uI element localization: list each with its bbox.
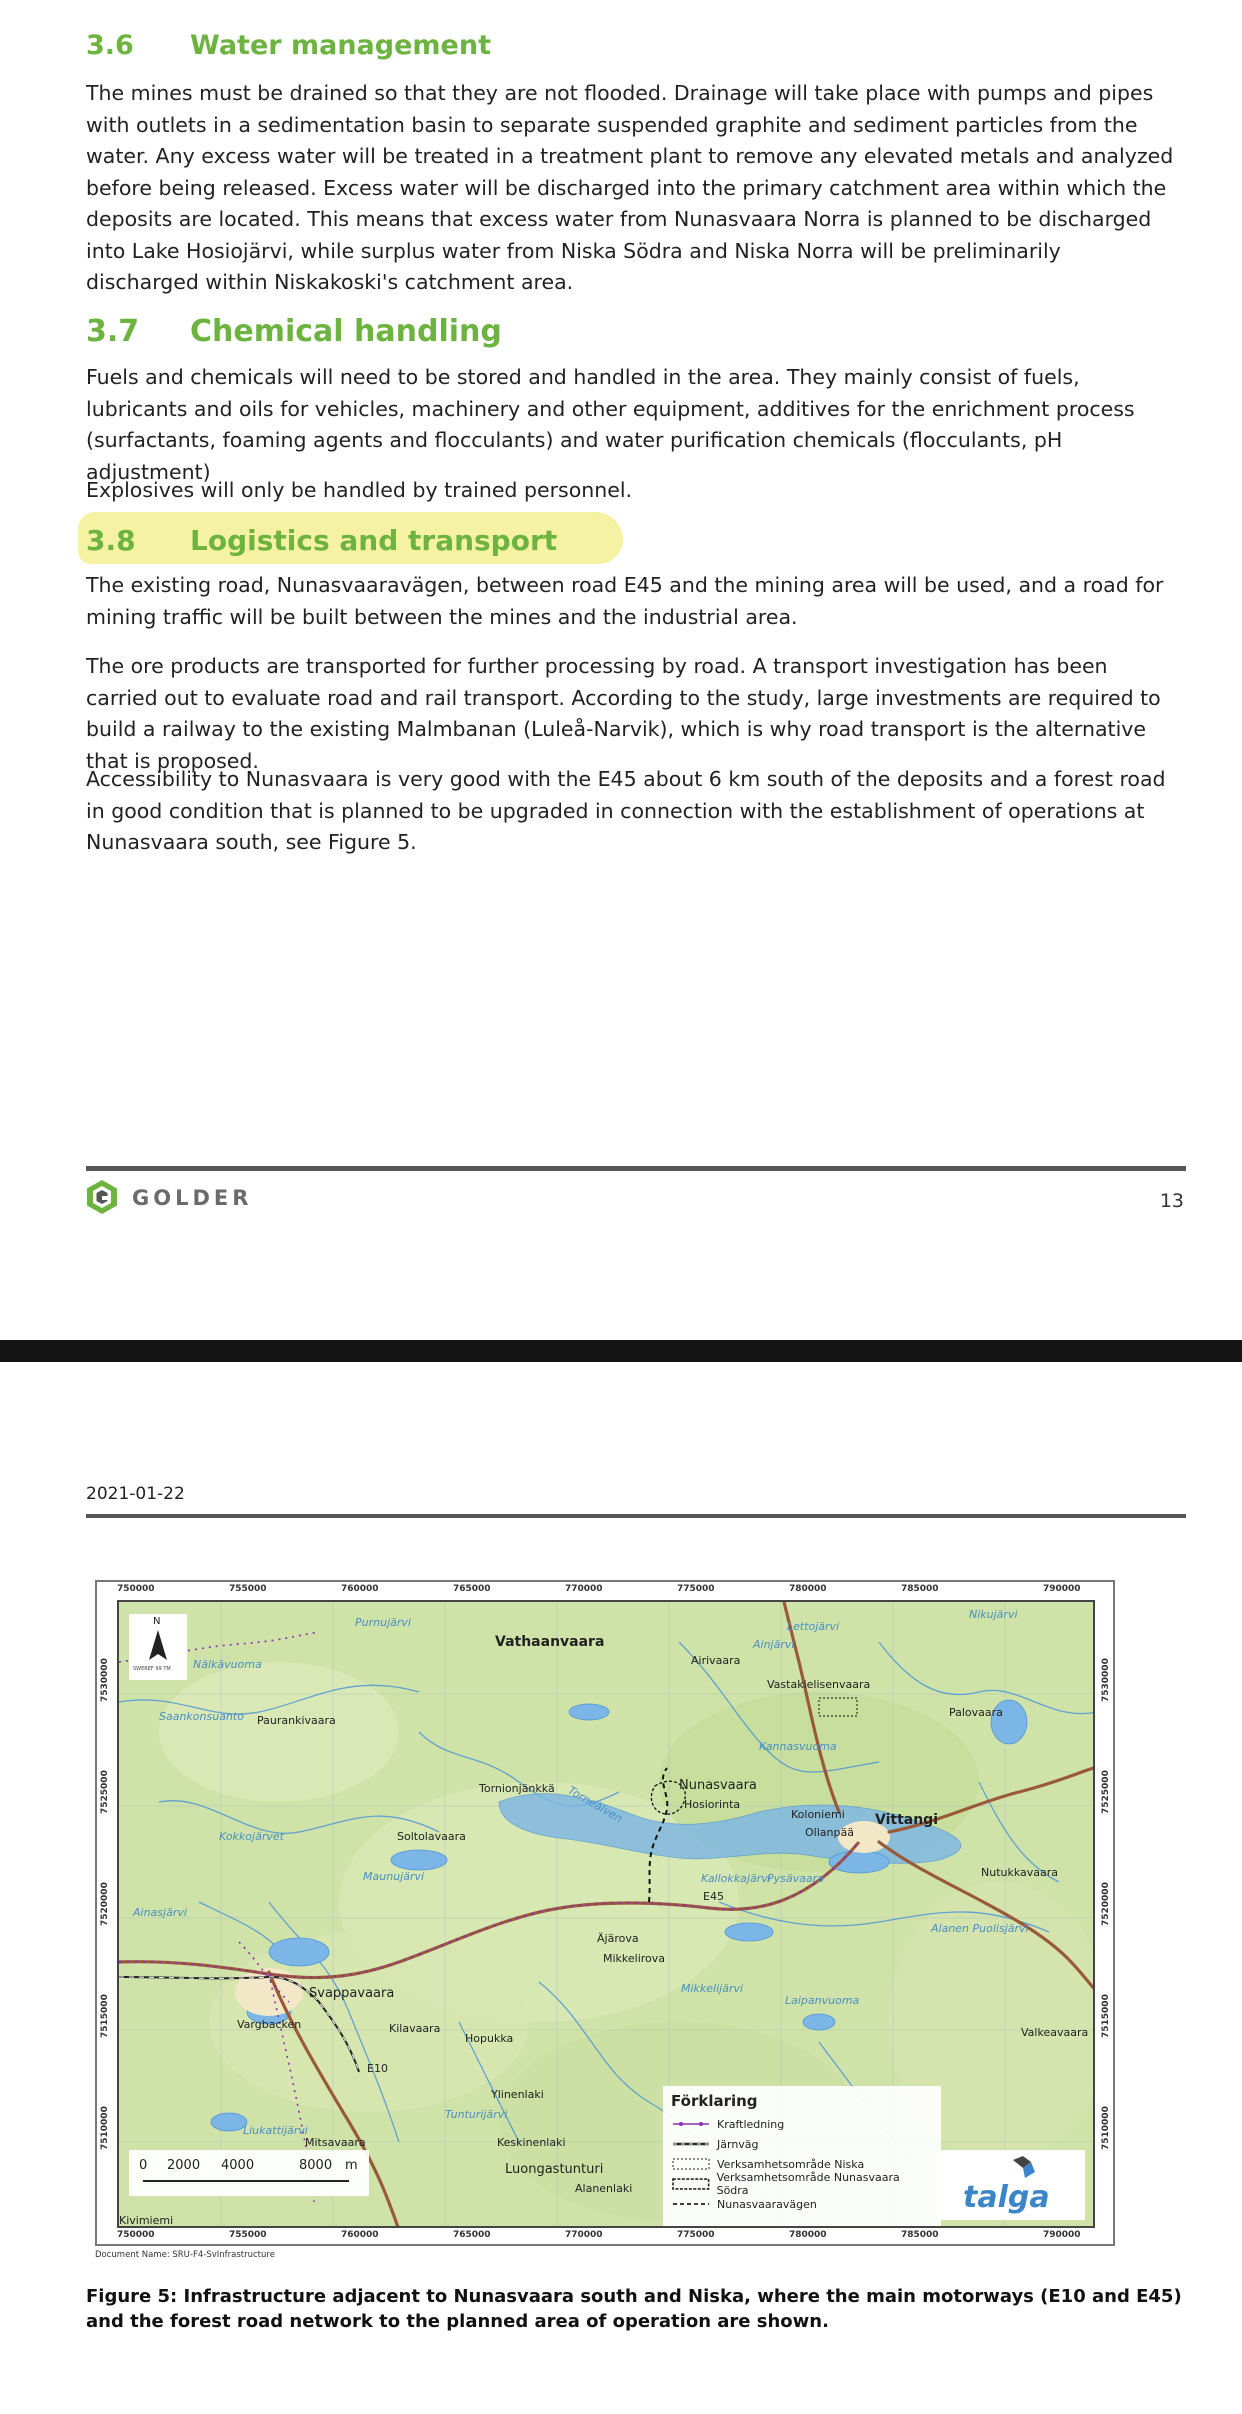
- section-heading-3-7: [86, 314, 502, 349]
- place-label: Airivaara: [691, 1654, 741, 1667]
- legend-item-powerline: [671, 2114, 933, 2134]
- legend-item-forest-road: [671, 2194, 933, 2214]
- section-number: 3.6: [86, 30, 134, 61]
- section-title: Logistics and transport: [190, 524, 558, 557]
- scale-label: 0: [139, 2158, 148, 2173]
- header-rule: [86, 1514, 1186, 1518]
- water-label: Alanen Puolisjärvi: [931, 1922, 1029, 1935]
- water-label: Kokkojärvet: [219, 1830, 284, 1843]
- x-tick: 780000: [789, 1584, 827, 1594]
- paragraph-logistics-2: The ore products are transported for further processing by road. A transport investigation has been carried out to evaluate road and rail transport. According to the study, large investments are required to build a railway to the existing Malmbanan (Luleå-Narvik), which is why road transport is the alternative that is proposed.: [86, 654, 1161, 773]
- place-label: Keskinenlaki: [497, 2136, 566, 2149]
- scale-label: 8000: [299, 2158, 333, 2173]
- water-label: Mikkelijärvi: [681, 1982, 744, 1995]
- water-label: Saankonsuanto: [159, 1710, 244, 1723]
- area-outline-symbol-icon: [671, 2177, 711, 2191]
- paragraph-chemical-handling: Fuels and chemicals will need to be stored and handled in the area. They mainly consist of fuels, lubricants and oils for vehicles, machinery and other equipment, additives for the enrichment process (surfactants, foaming agents and flocculants) and water purification chemicals (flocculants, pH adjustment): [86, 365, 1135, 484]
- water-label: Tunturijärvi: [445, 2108, 508, 2121]
- water-label: Lettojärvi: [787, 1620, 840, 1633]
- place-label: Paurankivaara: [257, 1714, 336, 1727]
- water-label: Ainasjärvi: [133, 1906, 187, 1919]
- x-tick: 765000: [453, 1584, 491, 1594]
- place-label: Äjärova: [597, 1932, 639, 1945]
- talga-logo-icon: [1009, 2154, 1039, 2182]
- place-label: Mikkelirova: [603, 1952, 666, 1965]
- map-canvas: [117, 1600, 1095, 2228]
- place-label: Valkeavaara: [1021, 2026, 1089, 2039]
- legend-label: Kraftledning: [717, 2117, 785, 2131]
- place-label: Vastakielisenvaara: [767, 1678, 871, 1691]
- place-label: Hopukka: [465, 2032, 514, 2045]
- x-tick: 790000: [1043, 1584, 1081, 1594]
- section-number: 3.8: [86, 524, 136, 557]
- place-label: Nunasvaara: [679, 1778, 757, 1793]
- place-label: Alanenlaki: [575, 2182, 633, 2195]
- area-outline-symbol-icon: [671, 2157, 711, 2171]
- place-label: Vathaanvaara: [495, 1634, 605, 1650]
- y-tick: 7525000: [1101, 1770, 1111, 1814]
- x-tick: 755000: [229, 2230, 267, 2240]
- page-divider: [0, 1340, 1242, 1362]
- paragraph-logistics-1: The existing road, Nunasvaaravägen, between road E45 and the mining area will be used, and a road for mining traffic will be built between the mines and the industrial area.: [86, 573, 1164, 629]
- scale-label: 2000: [167, 2158, 201, 2173]
- section-number: 3.7: [86, 314, 140, 349]
- golder-logo-text: GOLDER: [132, 1186, 253, 1210]
- place-label: Vargbacken: [237, 2018, 302, 2031]
- infrastructure-map-figure: [95, 1580, 1115, 2246]
- crs-label: SWEREF 99 TM: [133, 1666, 171, 1672]
- y-tick: 7515000: [100, 1994, 110, 2038]
- powerline-symbol-icon: [671, 2117, 711, 2131]
- legend-label: Järnväg: [717, 2137, 759, 2151]
- scale-bar: [129, 2150, 369, 2196]
- legend-item-nunasvaara-area: [671, 2171, 933, 2197]
- x-tick: 750000: [117, 2230, 155, 2240]
- dashed-road-symbol-icon: [671, 2197, 711, 2211]
- legend-title: Förklaring: [671, 2092, 758, 2110]
- y-tick: 7510000: [1101, 2106, 1111, 2150]
- railway-symbol-icon: [671, 2137, 711, 2151]
- section-title: Chemical handling: [190, 314, 502, 349]
- water-label: Maunujärvi: [363, 1870, 425, 1883]
- x-tick: 770000: [565, 2230, 603, 2240]
- place-label: Mitsavaara: [305, 2136, 366, 2149]
- section-heading-3-6: [86, 30, 491, 61]
- legend-label: Verksamhetsområde Niska: [717, 2157, 865, 2171]
- legend-item-railway: [671, 2134, 933, 2154]
- footer-rule: [86, 1166, 1186, 1171]
- talga-logo: [937, 2150, 1085, 2220]
- place-label: Ylinenlaki: [491, 2088, 544, 2101]
- document-name: Document Name: SRU-F4-SvInfrastructure: [95, 2250, 275, 2260]
- header-date: 2021-01-22: [86, 1484, 185, 1504]
- place-label: Soltolavaara: [397, 1830, 466, 1843]
- x-tick: 750000: [117, 1584, 155, 1594]
- y-tick: 7530000: [100, 1658, 110, 1702]
- page-number: 13: [1159, 1190, 1184, 1212]
- y-tick: 7520000: [1101, 1882, 1111, 1926]
- place-label: Hosiorinta: [684, 1798, 741, 1811]
- x-tick: 770000: [565, 1584, 603, 1594]
- north-label: N: [153, 1616, 161, 1627]
- paragraph-logistics-3: Accessibility to Nunasvaara is very good with the E45 about 6 km south of the deposits and a forest road in good condition that is planned to be upgraded in connection with the establishment of operations at Nunasvaara south, see Figure 5.: [86, 767, 1166, 854]
- water-label: Pysävaara: [767, 1872, 824, 1885]
- x-tick: 765000: [453, 2230, 491, 2240]
- paragraph-explosives: Explosives will only be handled by trained personnel.: [86, 478, 633, 502]
- x-tick: 785000: [901, 1584, 939, 1594]
- water-label: Kannasvuoma: [759, 1740, 837, 1753]
- water-label: Nikujärvi: [969, 1608, 1018, 1621]
- talga-logo-text: talga: [963, 2180, 1050, 2215]
- y-tick: 7530000: [1101, 1658, 1111, 1702]
- y-tick: 7510000: [100, 2106, 110, 2150]
- place-label: Kilavaara: [389, 2022, 441, 2035]
- y-tick: 7520000: [100, 1882, 110, 1926]
- section-title: Water management: [190, 30, 491, 61]
- water-label: Purnujärvi: [355, 1616, 411, 1629]
- water-label: Nälkävuoma: [193, 1658, 262, 1671]
- water-label: Liukattijärvi: [243, 2124, 308, 2137]
- place-label: Vittangi: [875, 1812, 939, 1828]
- golder-logo-icon: [84, 1179, 120, 1215]
- figure-caption: Figure 5: Infrastructure adjacent to Nunasvaara south and Niska, where the main motorways (E10 and E45) and the forest road network to the planned area of operation are shown.: [86, 2286, 1182, 2332]
- water-label: Ainjärvi: [753, 1638, 795, 1651]
- x-tick: 785000: [901, 2230, 939, 2240]
- scale-line: [143, 2180, 349, 2182]
- x-tick: 775000: [677, 2230, 715, 2240]
- scale-unit: m: [345, 2158, 358, 2173]
- scale-label: 4000: [221, 2158, 255, 2173]
- north-arrow: [129, 1614, 187, 1680]
- x-tick: 755000: [229, 1584, 267, 1594]
- water-label: Kallokkajärvi: [701, 1872, 771, 1885]
- y-tick: 7515000: [1101, 1994, 1111, 2038]
- x-tick: 790000: [1043, 2230, 1081, 2240]
- place-label: Tornionjänkkä: [479, 1782, 555, 1795]
- place-label: Kivimiemi: [119, 2214, 174, 2227]
- x-tick: 760000: [341, 2230, 379, 2240]
- map-legend: [663, 2086, 941, 2226]
- road-label: E45: [703, 1890, 724, 1903]
- x-tick: 760000: [341, 1584, 379, 1594]
- paragraph-water-management: The mines must be drained so that they are not flooded. Drainage will take place with pumps and pipes with outlets in a sedimentation basin to separate suspended graphite and sediment particles from the water. Any excess water will be treated in a treatment plant to remove any elevated metals and analyzed before being released. Excess water will be discharged into the primary catchment area within which the deposits are located. This means that excess water from Nunasvaara Norra is planned to be discharged into Lake Hosiojärvi, while surplus water from Niska Södra and Niska Norra will be preliminarily discharged within Niskakoski's catchment area.: [86, 81, 1174, 294]
- place-label: Luongastunturi: [505, 2162, 604, 2177]
- water-label: Torneälven: [565, 1783, 625, 1826]
- water-label: Laipanvuoma: [785, 1994, 860, 2007]
- place-label: Svappavaara: [309, 1986, 395, 2001]
- road-label: E10: [367, 2062, 388, 2075]
- legend-label: Verksamhetsområde Nunasvaara Södra: [716, 2171, 900, 2197]
- place-label: Ollanpää: [805, 1826, 854, 1839]
- legend-label: Nunasvaaravägen: [717, 2197, 817, 2211]
- x-tick: 775000: [677, 1584, 715, 1594]
- document-page-14: [0, 1362, 1242, 2414]
- x-tick: 780000: [789, 2230, 827, 2240]
- place-label: Palovaara: [949, 1706, 1003, 1719]
- place-label: Nutukkavaara: [981, 1866, 1059, 1879]
- section-heading-3-8: [86, 524, 557, 557]
- place-label: Koloniemi: [791, 1808, 845, 1821]
- y-tick: 7525000: [100, 1770, 110, 1814]
